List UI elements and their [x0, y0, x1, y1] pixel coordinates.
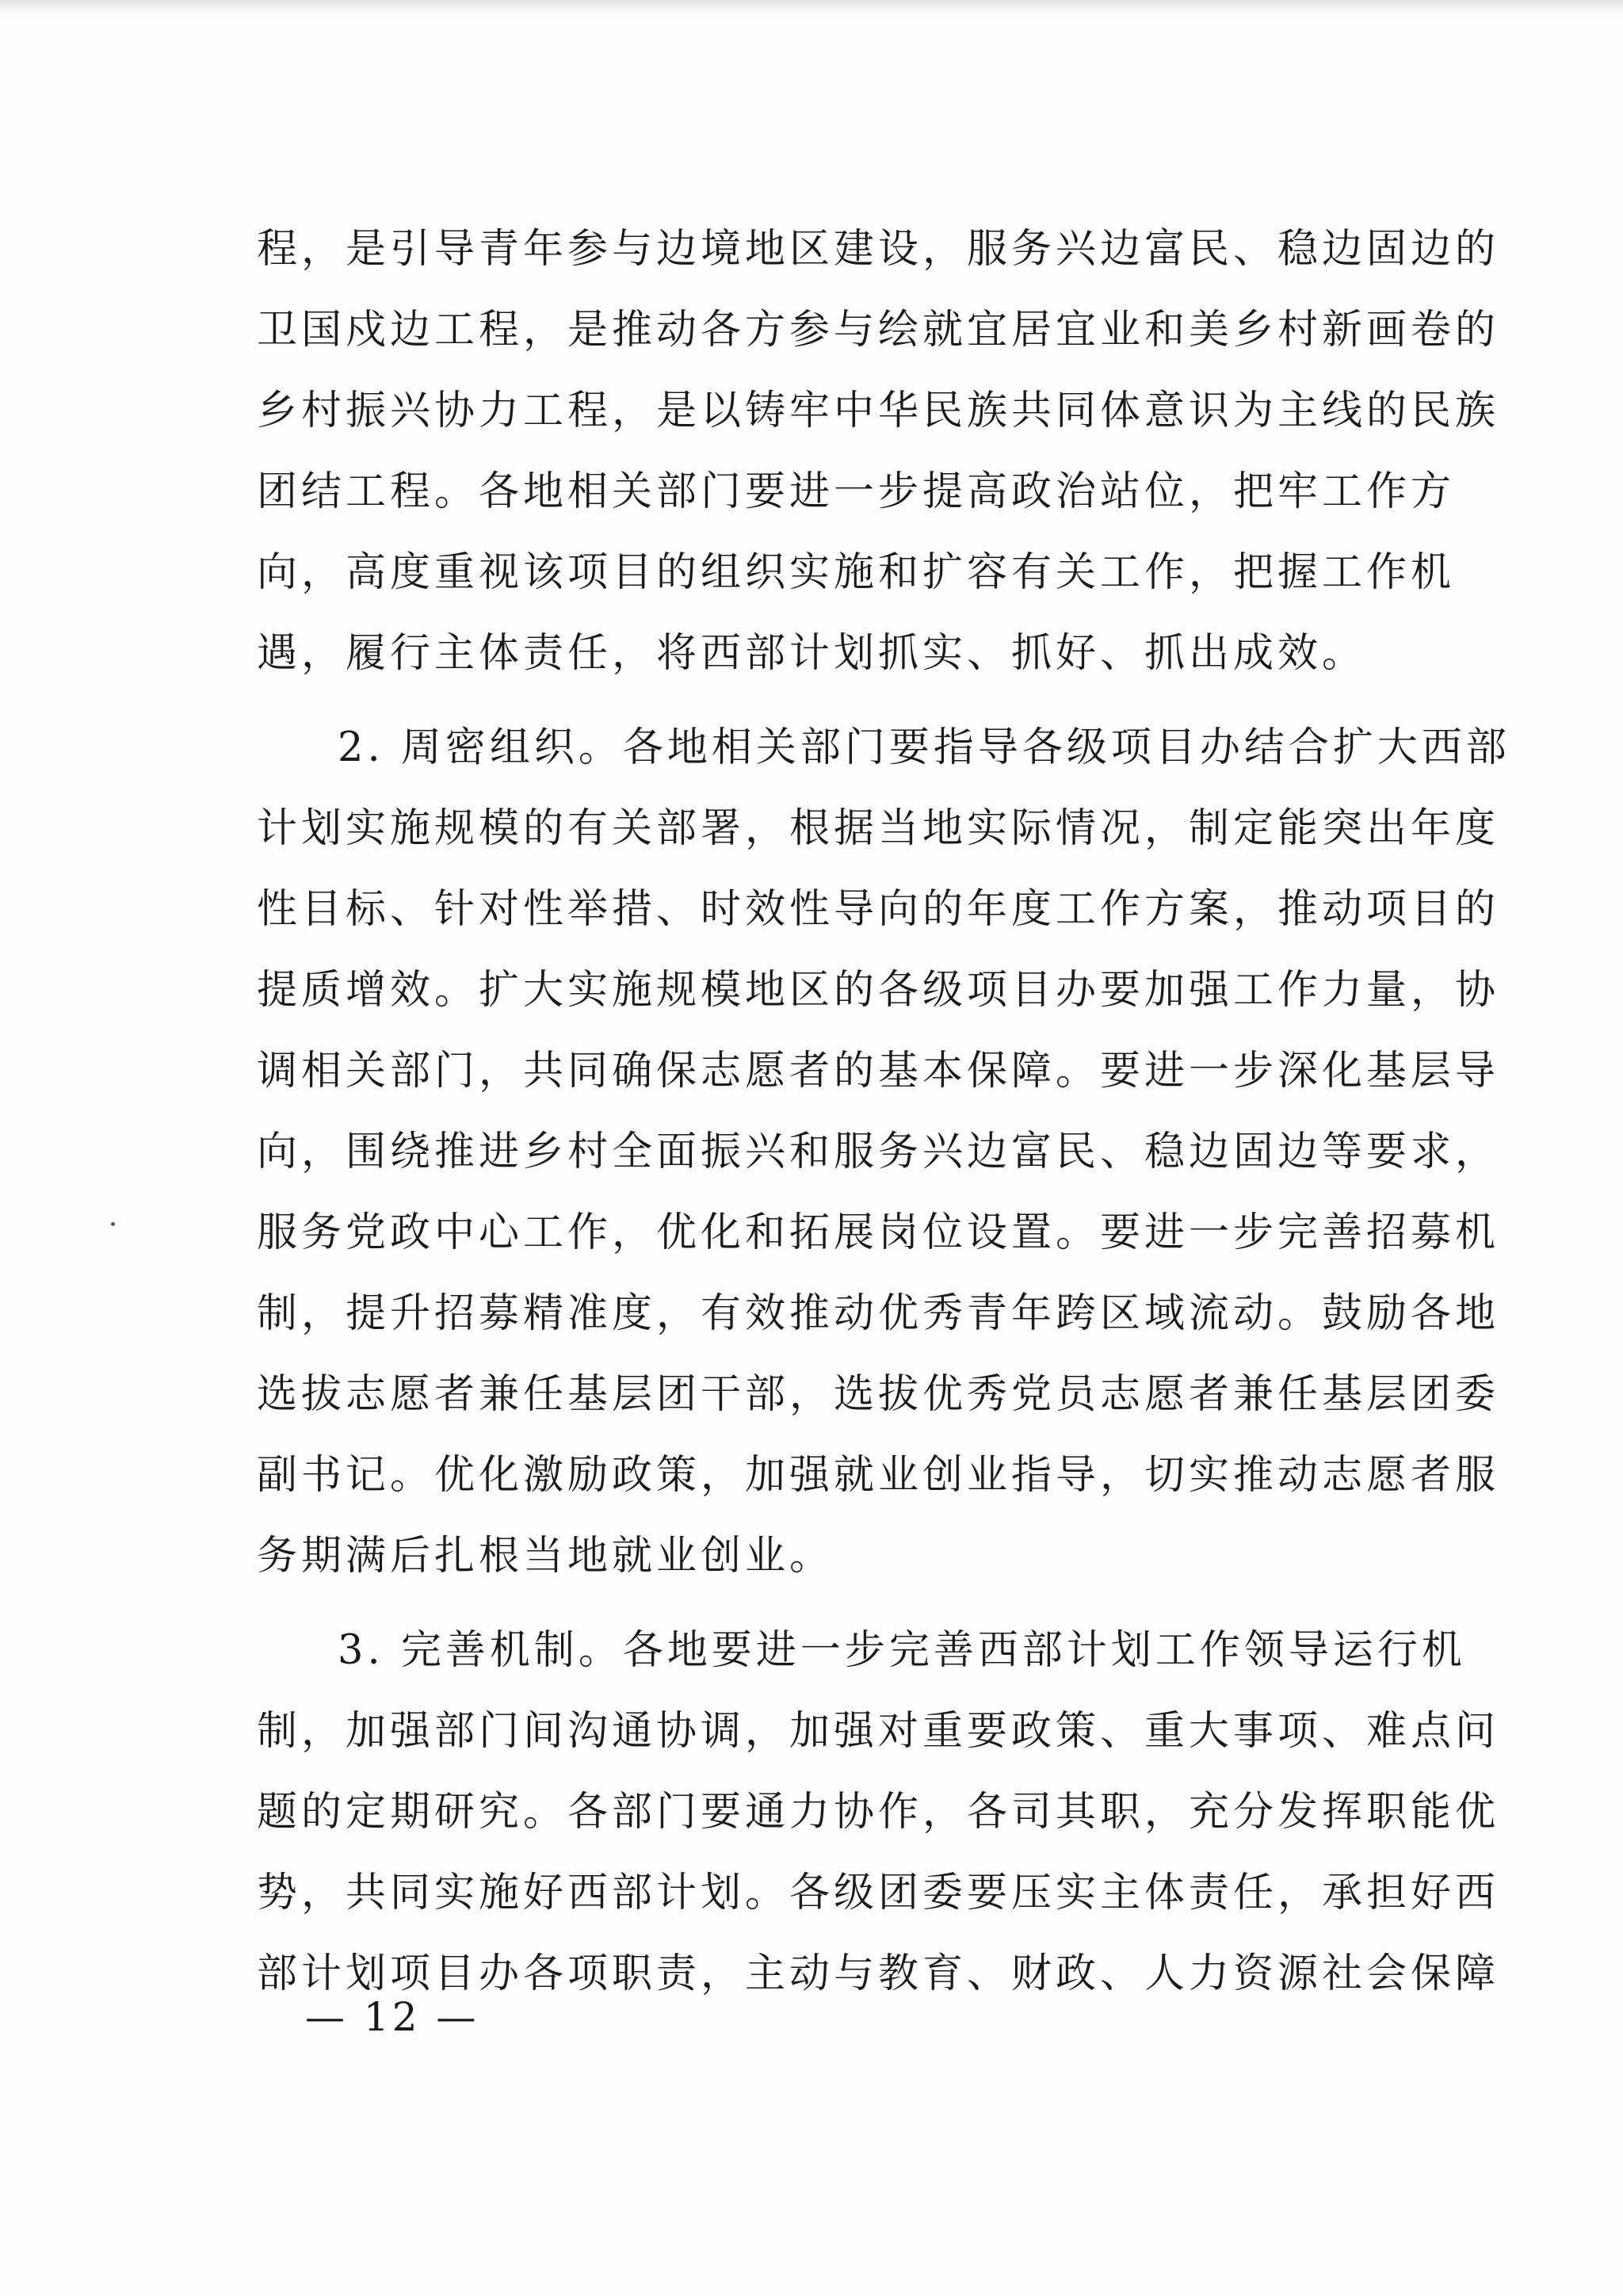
text-line: 部计划项目办各项职责，主动与教育、财政、人力资源社会保障: [257, 1950, 1500, 1997]
text-line: 卫国戍边工程，是推动各方参与绘就宜居宜业和美乡村新画卷的: [257, 307, 1500, 353]
text-line: 调相关部门，共同确保志愿者的基本保障。要进一步深化基层导: [257, 1048, 1500, 1095]
text-line: 势，共同实施好西部计划。各级团委要压实主体责任，承担好西: [257, 1870, 1500, 1916]
text-line: 题的定期研究。各部门要通力协作，各司其职，充分发挥职能优: [257, 1789, 1500, 1836]
text-line: 遇，履行主体责任，将西部计划抓实、抓好、抓出成效。: [257, 630, 1367, 677]
text-line: 提质增效。扩大实施规模地区的各级项目办要加强工作力量，协: [257, 967, 1500, 1014]
text-line: 3. 完善机制。各地要进一步完善西部计划工作领导运行机: [338, 1627, 1466, 1674]
text-line: 制，加强部门间沟通协调，加强对重要政策、重大事项、难点问: [257, 1708, 1500, 1755]
text-line: 务期满后扎根当地就业创业。: [257, 1533, 834, 1580]
text-line: 计划实施规模的有关部署，根据当地实际情况，制定能突出年度: [257, 805, 1500, 852]
text-line: 向，围绕推进乡村全面振兴和服务兴边富民、稳边固边等要求，: [257, 1129, 1500, 1175]
text-line: 服务党政中心工作，优化和拓展岗位设置。要进一步完善招募机: [257, 1209, 1500, 1256]
text-line: 副书记。优化激励政策，加强就业创业指导，切实推动志愿者服: [257, 1452, 1500, 1499]
paragraph-2: [257, 708, 1510, 1597]
scan-speck: [111, 1222, 115, 1226]
text-line: 程，是引导青年参与边境地区建设，服务兴边富民、稳边固边的: [257, 226, 1500, 273]
text-line: 2. 周密组织。各地相关部门要指导各级项目办结合扩大西部: [338, 724, 1510, 771]
body-text: [257, 209, 1510, 2015]
text-line: 选拔志愿者兼任基层团干部，选拔优秀党员志愿者兼任基层团委: [257, 1371, 1500, 1418]
page-number: — 12 —: [305, 1994, 479, 2040]
text-line: 向，高度重视该项目的组织实施和扩容有关工作，把握工作机: [257, 549, 1456, 596]
paragraph-3: [257, 1610, 1500, 2015]
scan-edge-shadow: [0, 0, 1623, 14]
text-line: 性目标、针对性举措、时效性导向的年度工作方案，推动项目的: [257, 886, 1500, 933]
text-line: 制，提升招募精准度，有效推动优秀青年跨区域流动。鼓励各地: [257, 1290, 1500, 1337]
paragraph-1: [257, 209, 1500, 694]
text-line: 团结工程。各地相关部门要进一步提高政治站位，把牢工作方: [257, 468, 1456, 515]
text-line: 乡村振兴协力工程，是以铸牢中华民族共同体意识为主线的民族: [257, 388, 1500, 434]
